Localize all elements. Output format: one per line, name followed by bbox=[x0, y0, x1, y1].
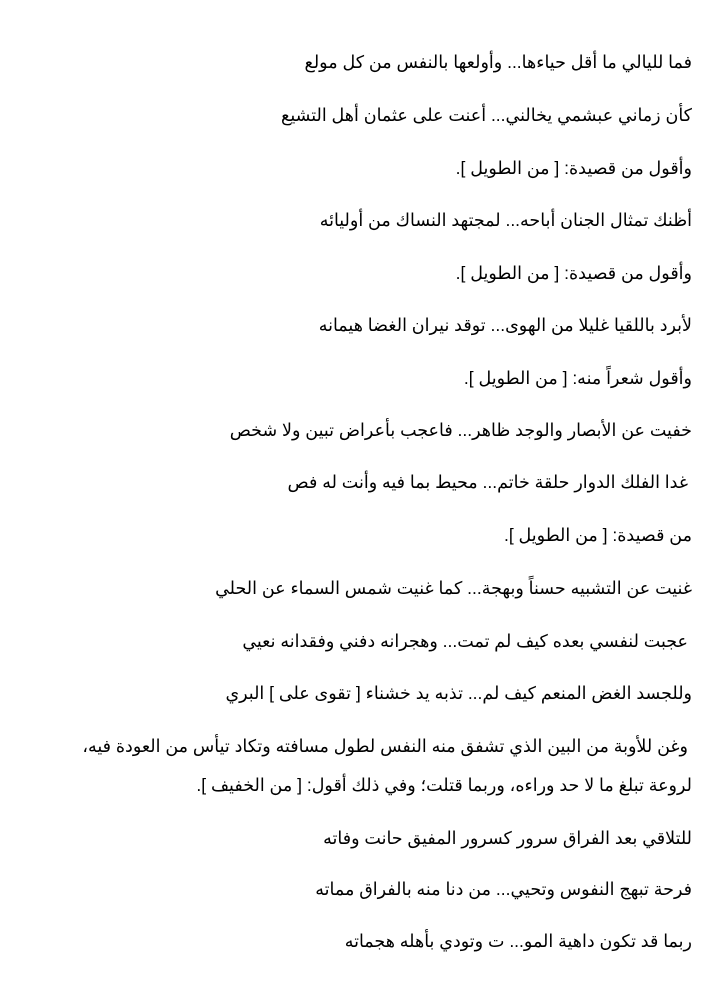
text-line-8: خفيت عن الأبصار والوجد ظاهر... فاعجب بأعراض تبين ولا شخص bbox=[229, 420, 692, 440]
text-line-7: وأقول شعراً منه: [ من الطويل ]. bbox=[463, 368, 692, 388]
text-line-12: عجبت لنفسي بعده كيف لم تمت... وهجرانه دفني وفقدانه نعيي bbox=[242, 631, 688, 651]
text-line-4: أظنك تمثال الجنان أباحه... لمجتهد النساك من أوليائه bbox=[319, 210, 692, 230]
text-line-15: لروعة تبلغ ما لا حد وراءه، وربما قتلت؛ وفي ذلك أقول: [ من الخفيف ]. bbox=[196, 775, 692, 795]
text-line-9: غدا الفلك الدوار حلقة خاتم... محيط بما فيه وأنت له فص bbox=[287, 472, 688, 492]
text-line-1: فما لليالي ما أقل حياءها... وأولعها بالنفس من كل مولع bbox=[304, 52, 692, 72]
text-line-13: وللجسد الغض المنعم كيف لم... تذبه يد خشناء [ تقوى على ] البري bbox=[225, 683, 692, 703]
text-line-14: وغن للأوبة من البين الذي تشفق منه النفس لطول مسافته وتكاد تيأس من العودة فيه، bbox=[82, 736, 688, 756]
text-line-17: فرحة تبهج النفوس وتحيي... من دنا منه بالفراق مماته bbox=[315, 879, 692, 899]
text-line-5: وأقول من قصيدة: [ من الطويل ]. bbox=[455, 263, 692, 283]
text-line-6: لأبرد باللقيا غليلا من الهوى... توقد نيران الغضا هيمانه bbox=[318, 315, 692, 335]
text-line-2: كأن زماني عبشمي يخالني... أعنت على عثمان أهل التشيع bbox=[281, 105, 692, 125]
text-line-11: غنيت عن التشبيه حسناً وبهجة... كما غنيت شمس السماء عن الحلي bbox=[215, 578, 692, 598]
text-line-16: للتلاقي بعد الفراق سرور كسرور المفيق حانت وفاته bbox=[323, 828, 692, 848]
text-line-18: ربما قد تكون داهية المو... ت وتودي بأهله هجماته bbox=[344, 931, 692, 951]
text-line-10: من قصيدة: [ من الطويل ]. bbox=[503, 525, 692, 545]
text-line-3: وأقول من قصيدة: [ من الطويل ]. bbox=[455, 158, 692, 178]
